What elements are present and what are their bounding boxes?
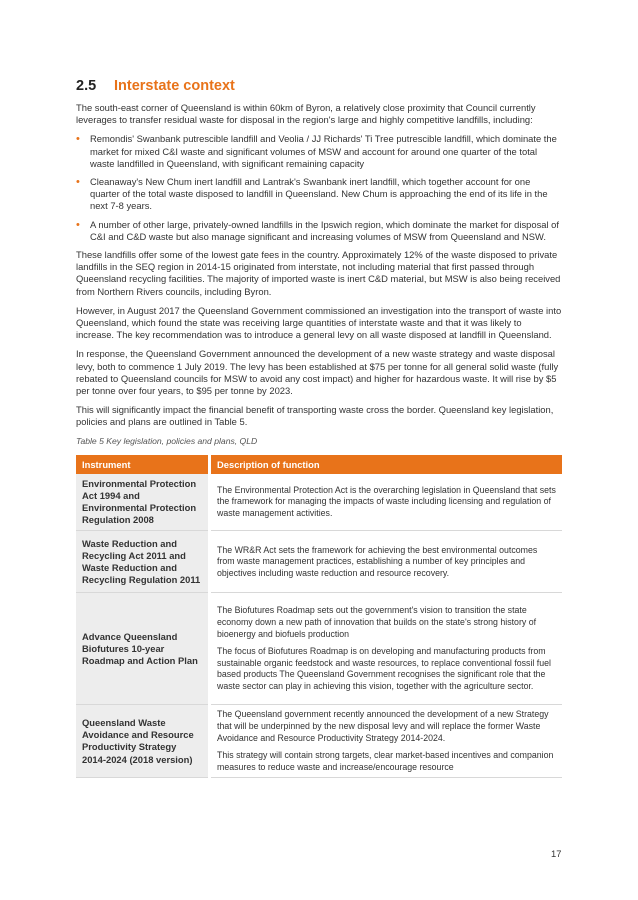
instrument-cell: Queensland Waste Avoidance and Resource Productivity Strategy 2014-2024 (2018 version) bbox=[76, 705, 210, 778]
instrument-cell: Waste Reduction and Recycling Act 2011 and Waste Reduction and Recycling Regulation 2011 bbox=[76, 531, 210, 593]
description-cell bbox=[210, 531, 563, 593]
description-text: The Environmental Protection Act is the overarching legislation in Queensland that sets the framework for managing the impacts of waste including licensing and regulation of waste management activities. bbox=[217, 484, 556, 518]
body-paragraph: In response, the Queensland Government announced the development of a new waste strategy and waste disposal levy, both to commence 1 July 2019. The levy has been established at $75 per tonne for all general solid waste (fully rebated to Queensland councils for MSW to avoid any cost impact) and higher for hazardous waste. It will rise by $5 per tonne over four years, to $95 per tonne by 2023. bbox=[76, 348, 559, 397]
legislation-table bbox=[76, 455, 562, 779]
description-text: This strategy will contain strong targets, clear market-based incentives and companion measures to reduce waste and increase/encourage resource bbox=[217, 750, 554, 772]
page-number: 17 bbox=[551, 848, 562, 859]
list-item bbox=[76, 133, 562, 170]
description-cell bbox=[210, 705, 563, 778]
description-text: The focus of Biofutures Roadmap is on developing and manufacturing products from sustainable organic feedstock and waste resources, to replace conventional fossil fuel based products The Queensland Government recognises the significant role that the waste sector can play in achieving this vision, together with the agriculture sector. bbox=[217, 646, 551, 691]
section-number: 2.5 bbox=[76, 78, 97, 94]
section-heading bbox=[76, 78, 562, 94]
body-paragraph: These landfills offer some of the lowest gate fees in the country. Approximately 12% of the waste disposed to private landfills in the SEQ region in 2014-15 originated from interstate, not including material that first passed through Queensland recycling facilities. The majority of imported waste is inert C&D material, but MSW is also being received from Northern Rivers councils, including Byron. bbox=[76, 249, 561, 297]
bullet-icon: • bbox=[76, 176, 80, 189]
body-paragraph: This will significantly impact the financial benefit of transporting waste cross the border. Queensland key legislation, policies and plans are outlined in Table 5. bbox=[76, 404, 554, 428]
description-text: The WR&R Act sets the framework for achieving the best environmental outcomes from waste management practices, establishing a number of key principles and objectives including waste reduction and resource recovery. bbox=[217, 544, 538, 578]
section-title: Interstate context bbox=[114, 78, 235, 94]
instrument-cell: Advance Queensland Biofutures 10-year Roadmap and Action Plan bbox=[76, 593, 210, 705]
table-row bbox=[76, 531, 562, 593]
description-text: The Queensland government recently announced the development of a new Strategy that will be underpinned by the new disposal levy and will replace the former Waste Avoidance and Resource Productivity Strategy 2014-2024. bbox=[217, 709, 549, 743]
bullet-icon: • bbox=[76, 133, 80, 146]
table-row bbox=[76, 593, 562, 705]
page-content bbox=[76, 78, 562, 778]
list-item-text: Cleanaway's New Chum inert landfill and Lantrak's Swanbank inert landfill, which together account for one quarter of the total waste disposed to landfill in Queensland. New Chum is approaching the end of its life in the next 7-8 years. bbox=[90, 176, 548, 212]
list-item-text: Remondis' Swanbank putrescible landfill and Veolia / JJ Richards' Ti Tree putrescible landfill, which dominate the market for mixed C&I waste and significant volumes of MSW and account for around one quarter of the total waste landfilled in Queensland, with significant remaining capacity bbox=[90, 133, 557, 169]
table-header-row bbox=[76, 455, 562, 474]
column-header-description: Description of function bbox=[210, 455, 563, 474]
list-item bbox=[76, 176, 562, 213]
instrument-cell: Environmental Protection Act 1994 and Environmental Protection Regulation 2008 bbox=[76, 474, 210, 531]
bullet-icon: • bbox=[76, 218, 80, 231]
description-cell bbox=[210, 474, 563, 531]
landfill-list bbox=[76, 133, 562, 243]
description-cell bbox=[210, 593, 563, 705]
intro-paragraph: The south-east corner of Queensland is within 60km of Byron, a relatively close proximity that Council currently leverages to transfer residual waste for disposal in the region's large and highly competitive landfills, including: bbox=[76, 102, 536, 126]
column-header-instrument: Instrument bbox=[76, 455, 210, 474]
table-caption: Table 5 Key legislation, policies and plans, QLD bbox=[76, 435, 258, 446]
list-item bbox=[76, 219, 562, 243]
table-row bbox=[76, 474, 562, 531]
list-item-text: A number of other large, privately-owned landfills in the Ipswich region, which dominate the market for disposal of C&I and C&D waste but also manage significant and increasing volumes of MSW from Queensland and NSW. bbox=[90, 218, 559, 242]
body-paragraph: However, in August 2017 the Queensland Government commissioned an investigation into the transport of waste into Queensland, which found the state was receiving large quantities of interstate waste and that it was likely to increase. The key recommendation was to introduce a general levy on all waste disposed at landfill in Queensland. bbox=[76, 304, 562, 341]
description-text: The Biofutures Roadmap sets out the government's vision to transition the state economy down a new path of innovation that builds on the state's strong history of bioenergy and biofuels production bbox=[217, 605, 537, 639]
table-row bbox=[76, 705, 562, 778]
